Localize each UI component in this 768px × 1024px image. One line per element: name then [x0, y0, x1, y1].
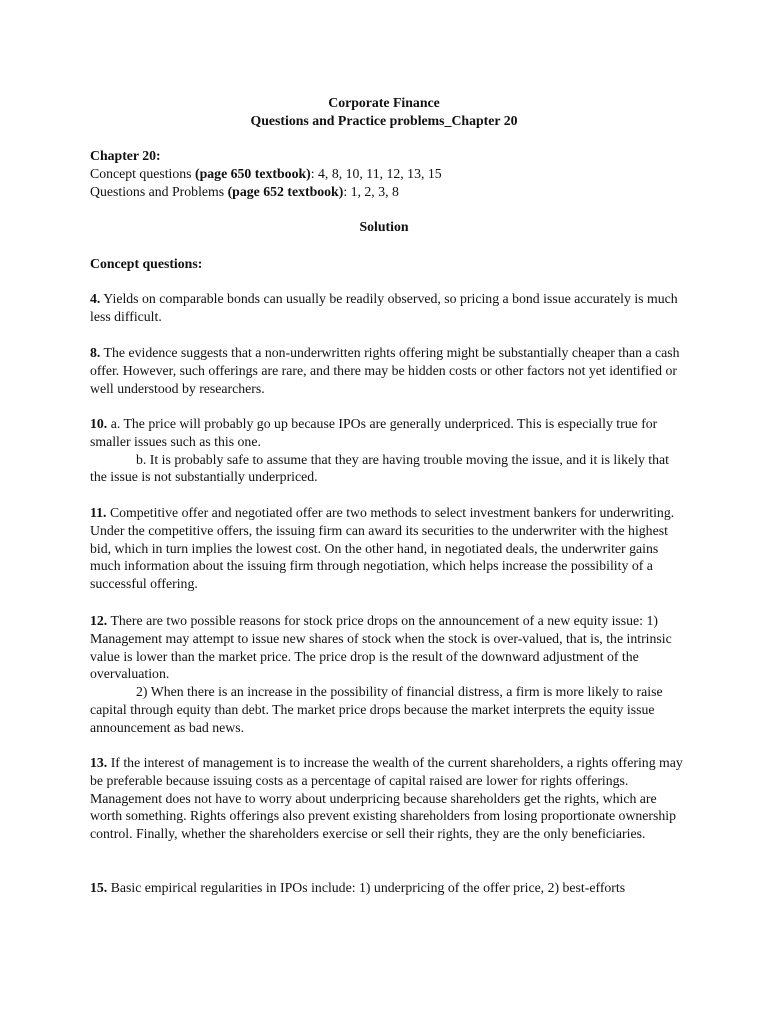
problems-page-ref: (page 652 textbook): [227, 183, 344, 199]
answer-number: 12.: [90, 613, 108, 628]
concept-page-ref: (page 650 textbook): [195, 165, 311, 181]
document-title: Corporate Finance: [328, 95, 440, 110]
answer-number: 8.: [90, 345, 101, 360]
concept-prefix: Concept questions: [90, 165, 195, 181]
answer-text-part-2: 2) When there is an increase in the possibility of financial distress, a firm is more likely to raise capital through equity than debt. The market price drops because the market interprets the equity issue announcement as bad news.: [90, 684, 663, 735]
concept-questions-line: [90, 165, 686, 183]
answer-11: [90, 504, 686, 593]
answer-8: [90, 344, 686, 397]
answer-text: The evidence suggests that a non-underwritten rights offering might be substantially cheaper than a cash offer. However, such offerings are rare, and there may be hidden costs or other factors not yet identified or well understood by researchers.: [90, 345, 680, 396]
solution-heading: Solution: [359, 219, 409, 234]
answer-number: 13.: [90, 755, 108, 770]
problems-list: : 1, 2, 3, 8: [343, 183, 399, 199]
answer-text: Basic empirical regularities in IPOs include: 1) underpricing of the offer price, 2) best-efforts: [107, 880, 626, 895]
answer-number: 4.: [90, 291, 101, 306]
answer-text-part-b: b. It is probably safe to assume that they are having trouble moving the issue, and it is likely that the issue is not substantially underpriced.: [90, 451, 669, 485]
answer-text: If the interest of management is to increase the wealth of the current shareholders, a rights offering may be preferable because issuing costs as a percentage of capital raised are lower for rights offerings. Management does not have to worry about underpricing because shareholders get the rights, which are worth something. Rights offerings also prevent existing shareholders from losing proportionate ownership control. Finally, whether the shareholders exercise or sell their rights, they are the only beneficiaries.: [90, 755, 683, 842]
answer-15: [90, 879, 686, 897]
answer-13: [90, 754, 686, 843]
answer-4: [90, 290, 686, 326]
answer-10: [90, 415, 686, 486]
problems-line: [90, 183, 686, 201]
concept-list: : 4, 8, 10, 11, 12, 13, 15: [310, 165, 442, 181]
chapter-label: Chapter 20:: [90, 148, 161, 163]
answer-text: Competitive offer and negotiated offer are two methods to select investment bankers for underwriting. Under the competitive offers, the issuing firm can award its securities to the underwriter with the highest bid, which in turn implies the lowest cost. On the other hand, in negotiated deals, the underwriter gains much information about the issuing firm through negotiation, which helps increase the possibility of a successful offering.: [90, 505, 675, 592]
answer-number: 11.: [90, 505, 107, 520]
problems-prefix: Questions and Problems: [90, 183, 228, 199]
answer-number: 15.: [90, 880, 108, 895]
answer-text-part-a: a. The price will probably go up because IPOs are generally underpriced. This is especially true for smaller issues such as this one.: [90, 416, 658, 449]
answer-12: [90, 612, 686, 737]
document-subtitle: Questions and Practice problems_Chapter 20: [250, 113, 518, 128]
answer-text: Yields on comparable bonds can usually be readily observed, so pricing a bond issue accurately is much less difficult.: [90, 291, 678, 324]
concept-heading: Concept questions:: [90, 256, 203, 271]
assignment-section: [90, 147, 686, 200]
answer-text-part-1: There are two possible reasons for stock price drops on the announcement of a new equity issue: 1) Management may attempt to issue new shares of stock when the stock is over-valued, that is, the intrinsic value is lower than the market price. The price drop is the result of the downward adjustment of the overvaluation.: [90, 613, 672, 682]
answer-number: 10.: [90, 416, 108, 431]
